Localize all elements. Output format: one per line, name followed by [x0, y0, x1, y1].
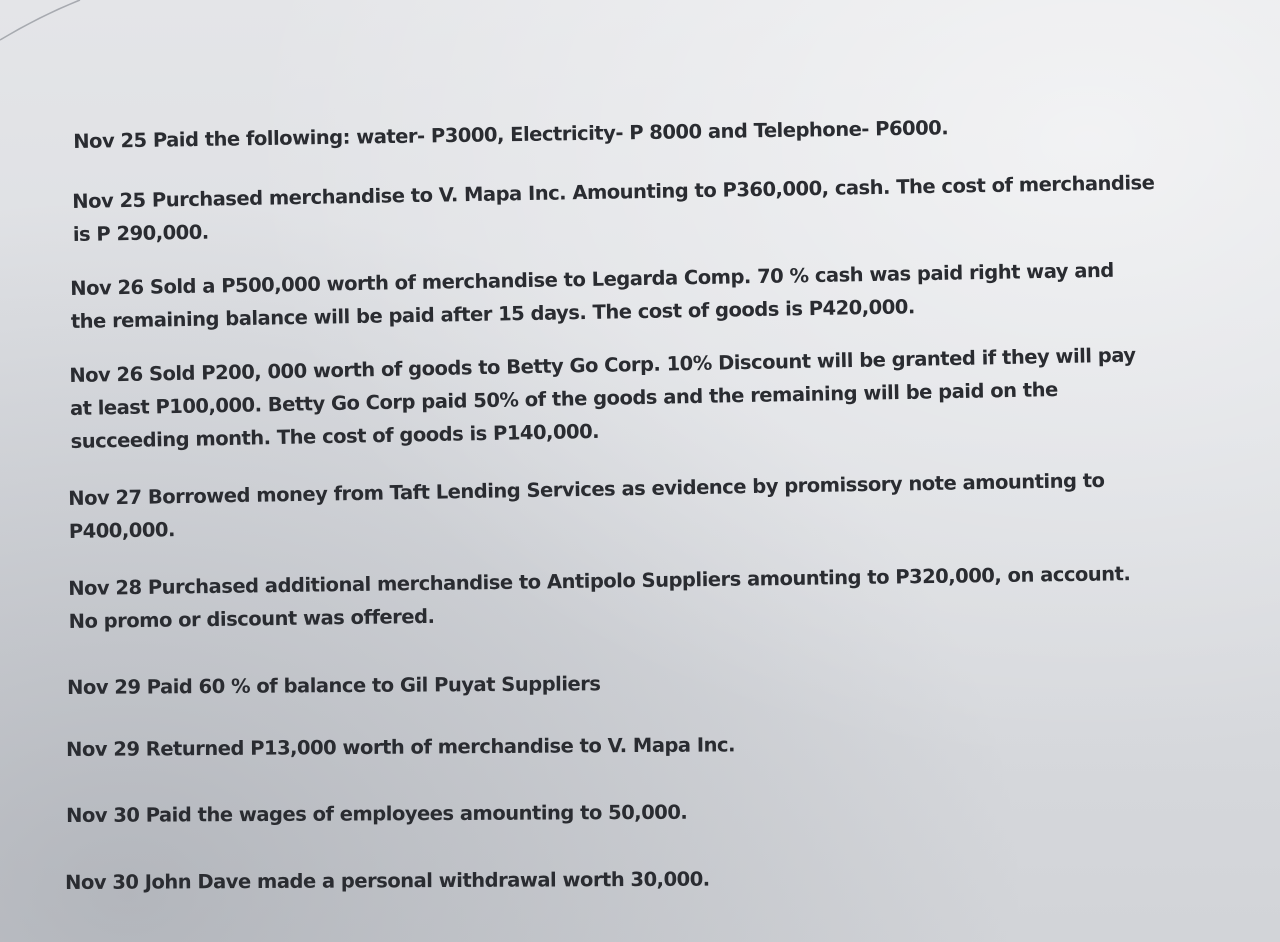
transaction-entry [69, 339, 1137, 458]
transaction-entry [67, 667, 601, 704]
entry-line: Nov 30 John Dave made a personal withdrawal worth 30,000. [65, 867, 710, 894]
entry-line: Nov 28 Purchased additional merchandise to Antipolo Suppliers amounting to P320,000, on account. [68, 562, 1131, 600]
entry-line: P400,000. [68, 518, 176, 543]
entry-line: Nov 29 Returned P13,000 worth of merchandise to V. Mapa Inc. [66, 733, 736, 761]
entry-line: No promo or discount was offered. [68, 604, 435, 633]
entry-line: Nov 27 Borrowed money from Taft Lending Services as evidence by promissory note amounting to [68, 468, 1105, 510]
transaction-entry [73, 111, 948, 158]
transaction-entry [66, 728, 735, 766]
transaction-entry [68, 464, 1105, 548]
entry-line: succeeding month. The cost of goods is P140,000. [70, 419, 600, 453]
transaction-entry [68, 557, 1131, 638]
entry-line: the remaining balance will be paid after 15 days. The cost of goods is P420,000. [70, 295, 915, 333]
transaction-entry [72, 166, 1155, 251]
entry-line: Nov 25 Purchased merchandise to V. Mapa Inc. Amounting to P360,000, cash. The cost of merchandise [72, 171, 1155, 213]
entry-line: Nov 25 Paid the following: water- P3000, Electricity- P 8000 and Telephone- P6000. [73, 116, 949, 153]
transaction-entry [70, 254, 1115, 338]
entry-line: Nov 26 Sold a P500,000 worth of merchandise to Legarda Comp. 70 % cash was paid right way and [70, 258, 1114, 300]
entry-line: is P 290,000. [72, 220, 209, 246]
entry-line: at least P100,000. Betty Go Corp paid 50% of the goods and the remaining will be paid on the [69, 378, 1058, 420]
entry-line: Nov 29 Paid 60 % of balance to Gil Puyat Suppliers [67, 672, 601, 699]
transaction-entry [66, 796, 687, 832]
entry-line: Nov 30 Paid the wages of employees amounting to 50,000. [66, 800, 688, 827]
transaction-entry [65, 863, 710, 899]
entry-line: Nov 26 Sold P200, 000 worth of goods to Betty Go Corp. 10% Discount will be granted if they will pay [69, 343, 1136, 387]
